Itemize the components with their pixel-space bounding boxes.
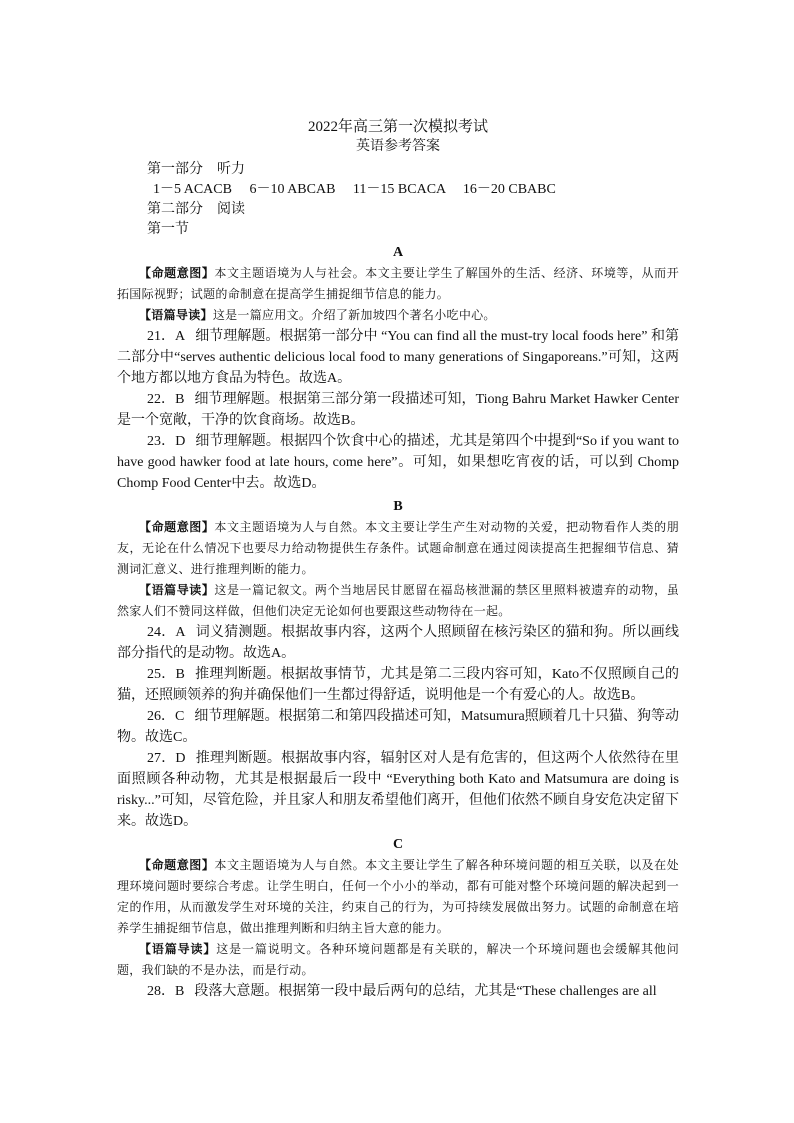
intent-text: 本文主题语境为人与自然。本文主要让学生产生对动物的关爱，把动物看作人类的朋友，无论在什么情况下也要尽力给动物提供生存条件。试题命制意在通过阅读提高生把握细节信息、猜测词汇意义、进行推理判断的能力。: [117, 520, 679, 576]
answer-number: 24．A: [147, 625, 186, 640]
answer-explanation: 细节理解题。根据第二和第四段描述可知，Matsumura照顾着几十只猫、狗等动物。故选C。: [117, 709, 680, 745]
answer-explanation: 推理判断题。根据故事内容，辐射区对人是有危害的，但这两个人依然待在里面照顾各种动物，尤其是根据最后一段中 “Everything both Kato and Matsumura are doing is risky...”可知，尽管危险，并且家人和朋友希望他们离开，但他们依然不顾自身安危决定留下来。故选D。: [117, 751, 679, 829]
answer-number: 22．B: [147, 392, 185, 407]
answer-explanation: 细节理解题。根据第三部分第一段描述可知，Tiong Bahru Market Hawker Center是一个宽敞，干净的饮食商场。故选B。: [117, 392, 680, 428]
intent-label: 【命题意图】: [139, 858, 215, 872]
guide-label: 【语篇导读】: [139, 308, 213, 322]
section-heading: 第一节: [147, 222, 189, 237]
answer-number: 21．A: [147, 329, 186, 344]
answer-item: [117, 622, 679, 664]
answer-number: 27．D: [147, 751, 186, 766]
guide-label: 【语篇导读】: [139, 942, 217, 956]
answer-explanation: 词义猜测题。根据故事内容，这两个人照顾留在核污染区的猫和狗。所以画线部分指代的是动物。故选A。: [117, 625, 679, 661]
guide-note: [117, 305, 679, 326]
part1-heading: 第一部分 听力: [147, 162, 245, 177]
part2-heading: 第二部分 阅读: [147, 202, 245, 217]
passage-c: [117, 834, 679, 1002]
answer-item: [117, 431, 679, 494]
answer-item: [117, 748, 679, 832]
exam-title: 2022年高三第一次模拟考试: [307, 119, 488, 135]
answer-explanation: 段落大意题。根据第一段中最后两句的总结，尤其是“These challenges are all: [194, 984, 657, 999]
intent-note: [117, 855, 679, 939]
answer-number: 25．B: [147, 667, 185, 682]
answer-number: 23．D: [147, 434, 186, 449]
answer-key-page: [117, 118, 679, 1002]
answer-number: 28．B: [147, 984, 185, 999]
intent-label: 【命题意图】: [139, 520, 215, 534]
passage-letter: B: [393, 499, 403, 514]
passage-a: [117, 242, 679, 494]
guide-label: 【语篇导读】: [139, 583, 215, 597]
guide-text: 这是一篇说明文。各种环境问题都是有关联的，解决一个环境问题也会缓解其他问题，我们缺的不是办法，而是行动。: [117, 942, 679, 977]
guide-note: [117, 580, 679, 622]
answer-explanation: 细节理解题。根据四个饮食中心的描述，尤其是第四个中提到“So if you want to have good hawker food at late hours, come here”。可知，如果想吃宵夜的话，可以到 Chomp Chomp Food Center中去。故选D。: [117, 434, 679, 491]
answer-item: [117, 389, 679, 431]
intent-text: 本文主题语境为人与社会。本文主要让学生了解国外的生活、经济、环境等，从而开拓国际视野；试题的命制意在提高学生捕捉细节信息的能力。: [117, 266, 679, 301]
intent-text: 本文主题语境为人与自然。本文主要让学生了解各种环境问题的相互关联，以及在处理环境问题时要综合考虑。让学生明白，任何一个小小的举动，都有可能对整个环境问题的解决起到一定的作用，从而激发学生对环境的关注，约束自己的行为，为可持续发展做出努力。试题的命制意在培养学生捕捉细节信息，做出推理判断和归纳主旨大意的能力。: [117, 858, 679, 935]
guide-text: 这是一篇记叙文。两个当地居民甘愿留在福岛核泄漏的禁区里照料被遗弃的动物，虽然家人们不赞同这样做，但他们决定无论如何也要跟这些动物待在一起。: [117, 583, 679, 618]
guide-text: 这是一篇应用文。介绍了新加坡四个著名小吃中心。: [212, 308, 496, 322]
listening-answers: 1－5 ACACB 6－10 ABCAB 11－15 BCACA 16－20 CBABC: [153, 182, 556, 197]
intent-note: [117, 263, 679, 305]
passage-letter: A: [392, 245, 404, 260]
passage-b: [117, 496, 679, 832]
exam-subtitle: 英语参考答案: [356, 139, 440, 154]
answer-number: 26．C: [147, 709, 185, 724]
answer-item: [117, 664, 679, 706]
answer-item: [117, 706, 679, 748]
guide-note: [117, 939, 679, 981]
intent-label: 【命题意图】: [139, 266, 215, 280]
answer-explanation: 推理判断题。根据故事情节，尤其是第二三段内容可知，Kato不仅照顾自己的猫，还照顾领养的狗并确保他们一生都过得舒适，说明他是一个有爱心的人。故选B。: [117, 667, 680, 703]
intent-note: [117, 517, 679, 580]
answer-item: [117, 981, 679, 1002]
answer-item: [117, 326, 679, 389]
passage-letter: C: [392, 837, 404, 852]
answer-explanation: 细节理解题。根据第一部分中 “You can find all the must-try local foods here” 和第二部分中“serves authentic delicious local food to many generations of Singaporeans.”可知，这两个地方都以地方食品为特色。故选A。: [117, 329, 679, 386]
